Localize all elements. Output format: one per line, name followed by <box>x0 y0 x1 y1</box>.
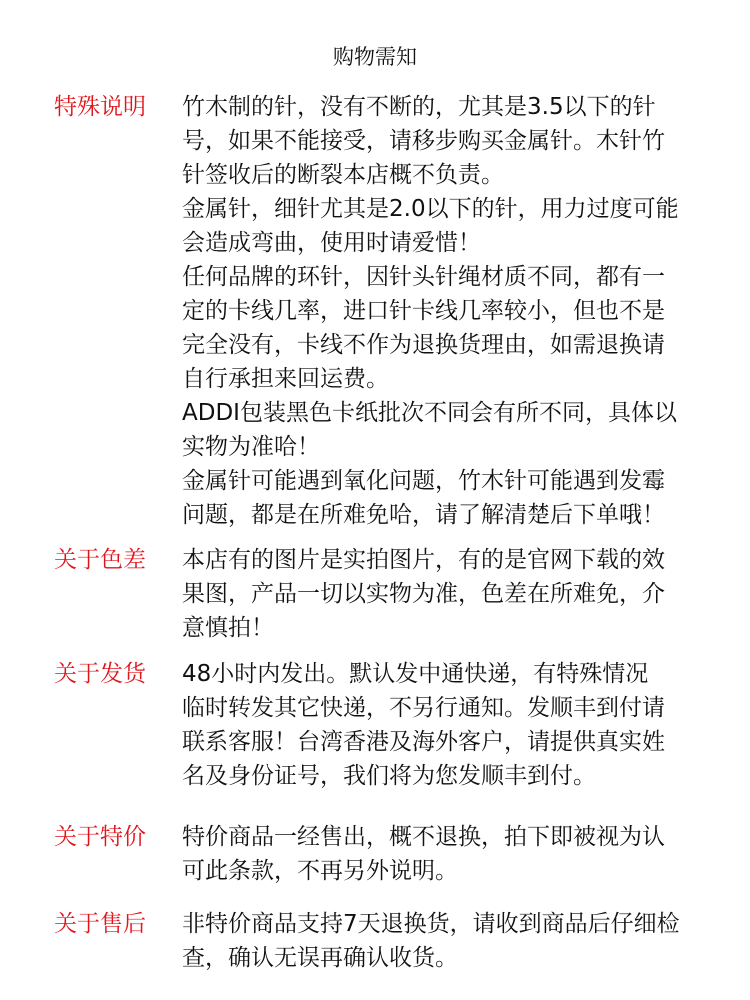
body-line: 名及身份证号，我们将为您发顺丰到付。 <box>182 763 596 789</box>
body-line: ADDI包装黑色卡纸批次不同会有所不同，具体以 <box>182 400 677 426</box>
body-line: 任何品牌的环针，因针头针绳材质不同，都有一 <box>182 264 665 290</box>
page-title: 购物需知 <box>333 45 417 69</box>
body-line: 金属针，细针尤其是2.0以下的针，用力过度可能 <box>182 196 679 222</box>
body-line: 问题，都是在所难免哈，请了解清楚后下单哦！ <box>182 502 665 528</box>
body-line: 联系客服！台湾香港及海外客户，请提供真实姓 <box>182 729 665 755</box>
body-line: 查，确认无误再确认收货。 <box>182 945 458 971</box>
body-line: 定的卡线几率，进口针卡线几率较小，但也不是 <box>182 298 665 324</box>
section-body <box>182 657 707 793</box>
section-body <box>182 543 707 645</box>
section-label: 关于色差 <box>54 547 146 573</box>
body-line: 非特价商品支持7天退换货，请收到商品后仔细检 <box>182 911 680 937</box>
body-line: 竹木制的针，没有不断的，尤其是3.5以下的针 <box>182 94 656 120</box>
body-line: 临时转发其它快递，不另行通知。发顺丰到付请 <box>182 695 665 721</box>
section-label: 关于特价 <box>54 824 146 850</box>
section-label: 关于售后 <box>54 911 146 937</box>
body-line: 自行承担来回运费。 <box>182 366 389 392</box>
section-label: 关于发货 <box>54 661 146 687</box>
body-line: 果图，产品一切以实物为准，色差在所难免，介 <box>182 581 665 607</box>
body-line: 针签收后的断裂本店概不负责。 <box>182 162 504 188</box>
body-line: 可此条款，不再另外说明。 <box>182 858 458 884</box>
body-line: 金属针可能遇到氧化问题，竹木针可能遇到发霉 <box>182 468 665 494</box>
body-line: 本店有的图片是实拍图片，有的是官网下载的效 <box>182 547 665 573</box>
body-line: 号，如果不能接受，请移步购买金属针。木针竹 <box>182 128 665 154</box>
body-line: 会造成弯曲，使用时请爱惜！ <box>182 230 481 256</box>
section-body <box>182 820 707 888</box>
section-label: 特殊说明 <box>54 94 146 120</box>
body-line: 实物为准哈！ <box>182 434 320 460</box>
body-line: 完全没有，卡线不作为退换货理由，如需退换请 <box>182 332 665 358</box>
section-body <box>182 907 707 975</box>
section-body <box>182 90 707 532</box>
body-line: 意慎拍！ <box>182 615 274 641</box>
body-line: 特价商品一经售出，概不退换，拍下即被视为认 <box>182 824 665 850</box>
body-line: 48小时内发出。默认发中通快递，有特殊情况 <box>182 661 649 687</box>
